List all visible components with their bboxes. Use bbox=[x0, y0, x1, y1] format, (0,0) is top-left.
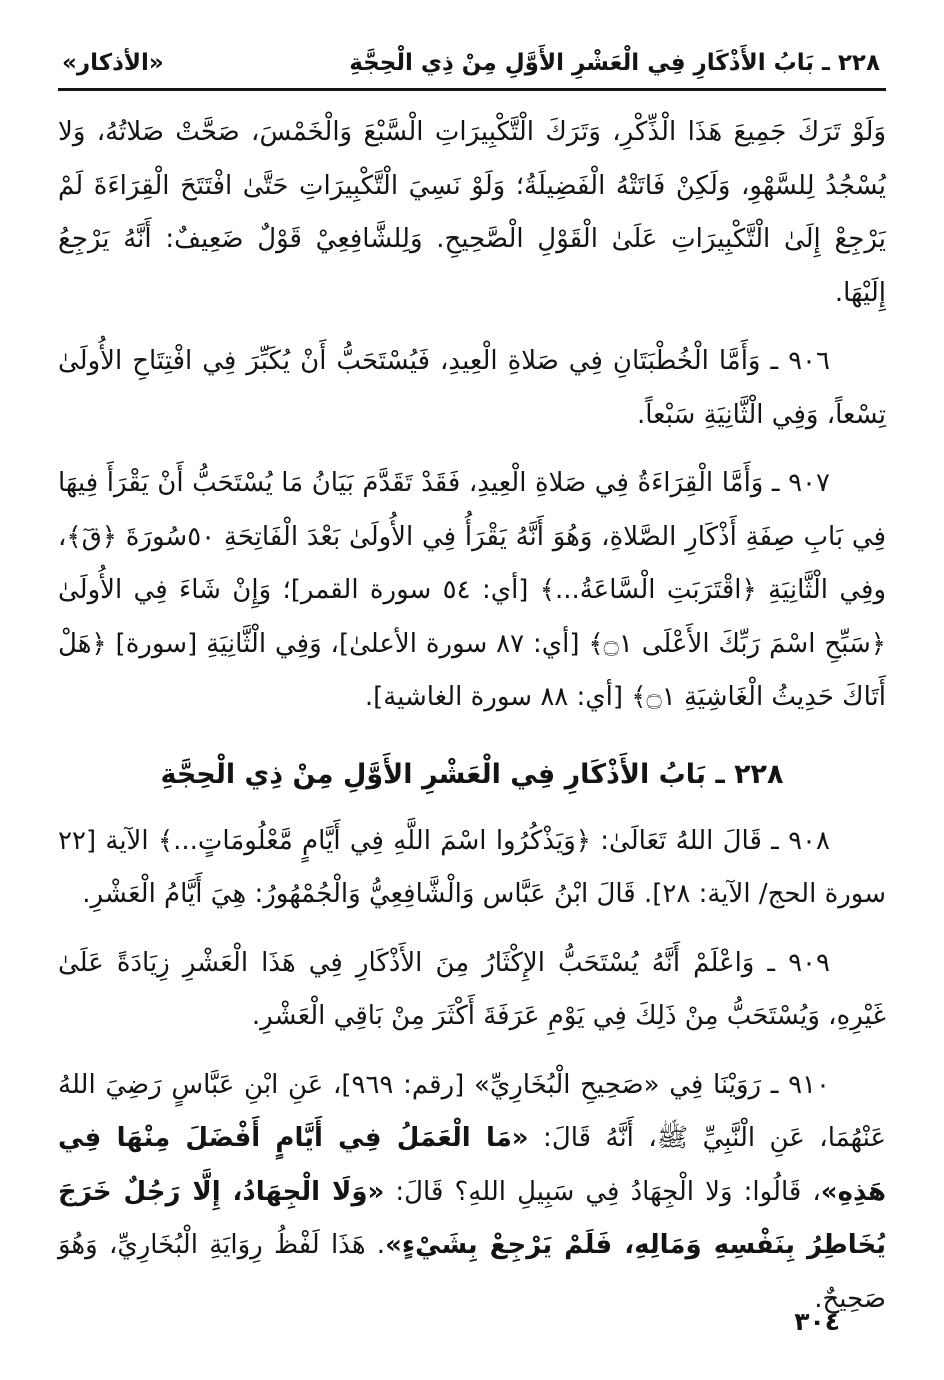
header-divider-rule bbox=[58, 88, 886, 91]
p910-hadith-quote-2: «وَلَا الْجِهَادُ، إِلَّا رَجُلٌ خَرَجَ يُخَاطِرُ بِنَفْسِهِ وَمَالِهِ، فَلَمْ يَرْجِعْ بِشَيْءٍ» bbox=[58, 1176, 886, 1261]
page-number: ٣٠٤ bbox=[794, 1307, 840, 1336]
p910-narration-text: ٩١٠ ـ رَوَيْنَا فِي «صَحِيحِ الْبُخَارِيِّ» [رقم: ٩٦٩]، عَنِ ابْنِ عَبَّاسٍ رَضِيَ اللهُ عَنْهُمَا، عَنِ الْنَّبِيِّ ﷺ، أَنَّهُ قَالَ: bbox=[58, 1069, 886, 1154]
p910-closing-text: . هَذَا لَفْظُ رِوَايَةِ الْبُخَارِيِّ، وَهُوَ صَحِيحٌ. bbox=[58, 1230, 886, 1314]
paragraph-905-continuation: وَلَوْ تَرَكَ جَمِيعَ هَذَا الْذِّكْرِ، وَتَرَكَ الْتَّكْبِيرَاتِ الْسَّبْعَ وَالْخَمْسَ، صَحَّتْ صَلاتُهُ، وَلا يُسْجُدُ لِلسَّهْوِ، وَلَكِنْ فَاتَتْهُ الْفَضِيلَةُ؛ وَلَوْ نَسِيَ الْتَّكْبِيرَاتِ حَتَّىٰ افْتَتَحَ الْقِرَاءَةَ لَمْ يَرْجِعْ إِلَىٰ الْتَّكْبِيرَاتِ عَلَىٰ الْقَوْلِ الْصَّحِيحِ. وَلِلشَّافِعِيْ قَوْلٌ ضَعِيفٌ: أَنَّهُ يَرْجِعُ إِلَيْهَا. bbox=[58, 117, 886, 308]
section-heading-228: ٢٢٨ ـ بَابُ الأَذْكَارِ فِي الْعَشْرِ الأَوَّلِ مِنْ ذِي الْحِجَّةِ bbox=[160, 759, 784, 791]
paragraph-908: ٩٠٨ ـ قَالَ اللهُ تَعَالَىٰ: ﴿وَيَذْكُرُوا اسْمَ اللَّهِ فِي أَيَّامٍ مَّعْلُومَاتٍ...﴾ الآية [٢٢ سورة الحج/ الآية: ٢٨]. قَالَ ابْنُ عَبَّاس وَالْشَّافِعِيُّ وَالْجُمْهُورُ: هِيَ أَيَّامُ الْعَشْرِ. bbox=[58, 825, 886, 910]
paragraph-910 bbox=[58, 1059, 886, 1327]
page-text-body bbox=[58, 106, 886, 1327]
paragraph-907: ٩٠٧ ـ وَأَمَّا الْقِرَاءَةُ فِي صَلاةِ الْعِيدِ، فَقَدْ تَقَدَّمَ بَيَانُ مَا يُسْتَحَبُّ أَنْ يَقْرَأَ فِيهَا فِي بَابِ صِفَةِ أَذْكَارِ الصَّلاةِ، وَهُوَ أَنَّهُ يَقْرَأُ فِي الأُولَىٰ بَعْدَ الْفَاتِحَةِ ٥٠سُورَةَ ﴿قٓ﴾، وفِي الْثَّانِيَةِ ﴿اقْتَرَبَتِ الْسَّاعَةُ...﴾ [أي: ٥٤ سورة القمر]؛ وَإِنْ شَاءَ فِي الأُولَىٰ ﴿سَبِّحِ اسْمَ رَبِّكَ الأَعْلَى ۝١﴾ [أي: ٨٧ سورة الأعلىٰ]، وَفِي الْثَّانِيَةِ [سورة] ﴿هَلْ أَتَاكَ حَدِيثُ الْغَاشِيَةِ ۝١﴾ [أي: ٨٨ سورة الغاشية]. bbox=[58, 468, 886, 713]
paragraph-909: ٩٠٩ ـ وَاعْلَمْ أَنَّهُ يُسْتَحَبُّ الإِكْثَارُ مِنَ الأَذْكَارِ فِي هَذَا الْعَشْرِ زِيَادَةً عَلَىٰ غَيْرِهِ، وَيُسْتَحَبُّ مِنْ ذَلِكَ فِي يَوْمِ عَرَفَةَ أَكْثَرَ مِنْ بَاقِي الْعَشْرِ. bbox=[58, 947, 886, 1032]
page-header bbox=[58, 46, 886, 76]
running-head-chapter-title: ٢٢٨ ـ بَابُ الأَذْكَارِ فِي الْعَشْرِ الأَوَّلِ مِنْ ذِي الْحِجَّةِ bbox=[349, 50, 880, 76]
p910-hadith-quote-1: «مَا الْعَمَلُ فِي أَيَّامٍ أَفْضَلَ مِنْهَا فِي هَذِهِ» bbox=[58, 1123, 886, 1207]
paragraph-906: ٩٠٦ ـ وَأَمَّا الْخُطْبَتَانِ فِي صَلاةِ الْعِيدِ، فَيُسْتَحَبُّ أَنْ يُكَبِّرَ فِي افْتِتَاحِ الأُولَىٰ تِسْعاً، وَفِي الْثَّانِيَةِ سَبْعاً. bbox=[58, 346, 886, 430]
running-head-book-title: «الأذكار» bbox=[62, 50, 164, 76]
p910-narration-middle: ، قَالُوا: وَلا الْجِهَادُ فِي سَبِيلِ اللهِ؟ قَالَ: bbox=[384, 1176, 821, 1207]
